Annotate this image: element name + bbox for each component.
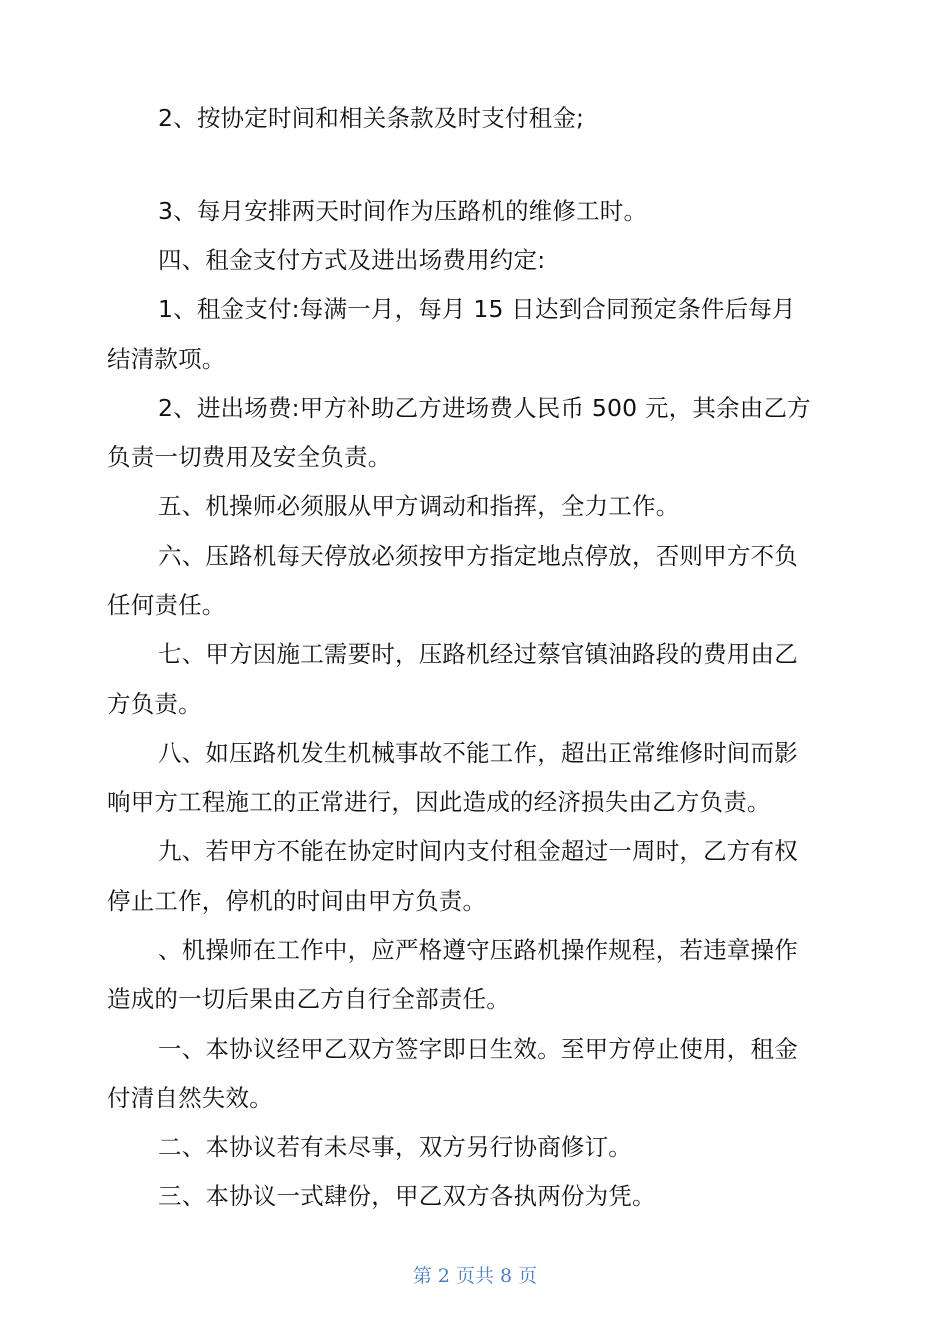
paragraph-line: 2、按协定时间和相关条款及时支付租金; [158, 104, 585, 132]
paragraph-line: 方负责。 [107, 690, 202, 718]
paragraph-line: 二、本协议若有未尽事，双方另行协商修订。 [158, 1133, 632, 1161]
paragraph-line: 六、压路机每天停放必须按甲方指定地点停放，否则甲方不负 [158, 542, 798, 570]
paragraph-line: 1、租金支付:每满一月，每月 15 日达到合同预定条件后每月 [158, 295, 796, 323]
paragraph-line: 停止工作，停机的时间由甲方负责。 [107, 887, 487, 915]
paragraph-line: 负责一切费用及安全负责。 [107, 443, 392, 471]
paragraph-line: 五、机操师必须服从甲方调动和指挥，全力工作。 [158, 492, 680, 520]
paragraph-line: 结清款项。 [107, 345, 226, 373]
page-number: 第 2 页共 8 页 [412, 1265, 538, 1287]
paragraph-line: 九、若甲方不能在协定时间内支付租金超过一周时，乙方有权 [158, 837, 798, 865]
paragraph-line: 3、每月安排两天时间作为压路机的维修工时。 [158, 197, 648, 225]
paragraph-line: 七、甲方因施工需要时，压路机经过蔡官镇油路段的费用由乙 [158, 640, 798, 668]
paragraph-line: 任何责任。 [107, 591, 226, 619]
paragraph-line: 八、如压路机发生机械事故不能工作，超出正常维修时间而影 [158, 739, 798, 767]
paragraph-line: 2、进出场费:甲方补助乙方进场费人民币 500 元，其余由乙方 [158, 394, 811, 422]
paragraph-line: 付清自然失效。 [107, 1084, 273, 1112]
paragraph-line: 四、租金支付方式及进出场费用约定: [158, 246, 546, 274]
paragraph-line: 一、本协议经甲乙双方签字即日生效。至甲方停止使用，租金 [158, 1035, 798, 1063]
paragraph-line: 造成的一切后果由乙方自行全部责任。 [107, 985, 510, 1013]
paragraph-line: 、机操师在工作中，应严格遵守压路机操作规程，若违章操作 [158, 936, 798, 964]
paragraph-line: 响甲方工程施工的正常进行，因此造成的经济损失由乙方负责。 [107, 788, 771, 816]
paragraph-line: 三、本协议一式肆份，甲乙双方各执两份为凭。 [158, 1182, 656, 1210]
